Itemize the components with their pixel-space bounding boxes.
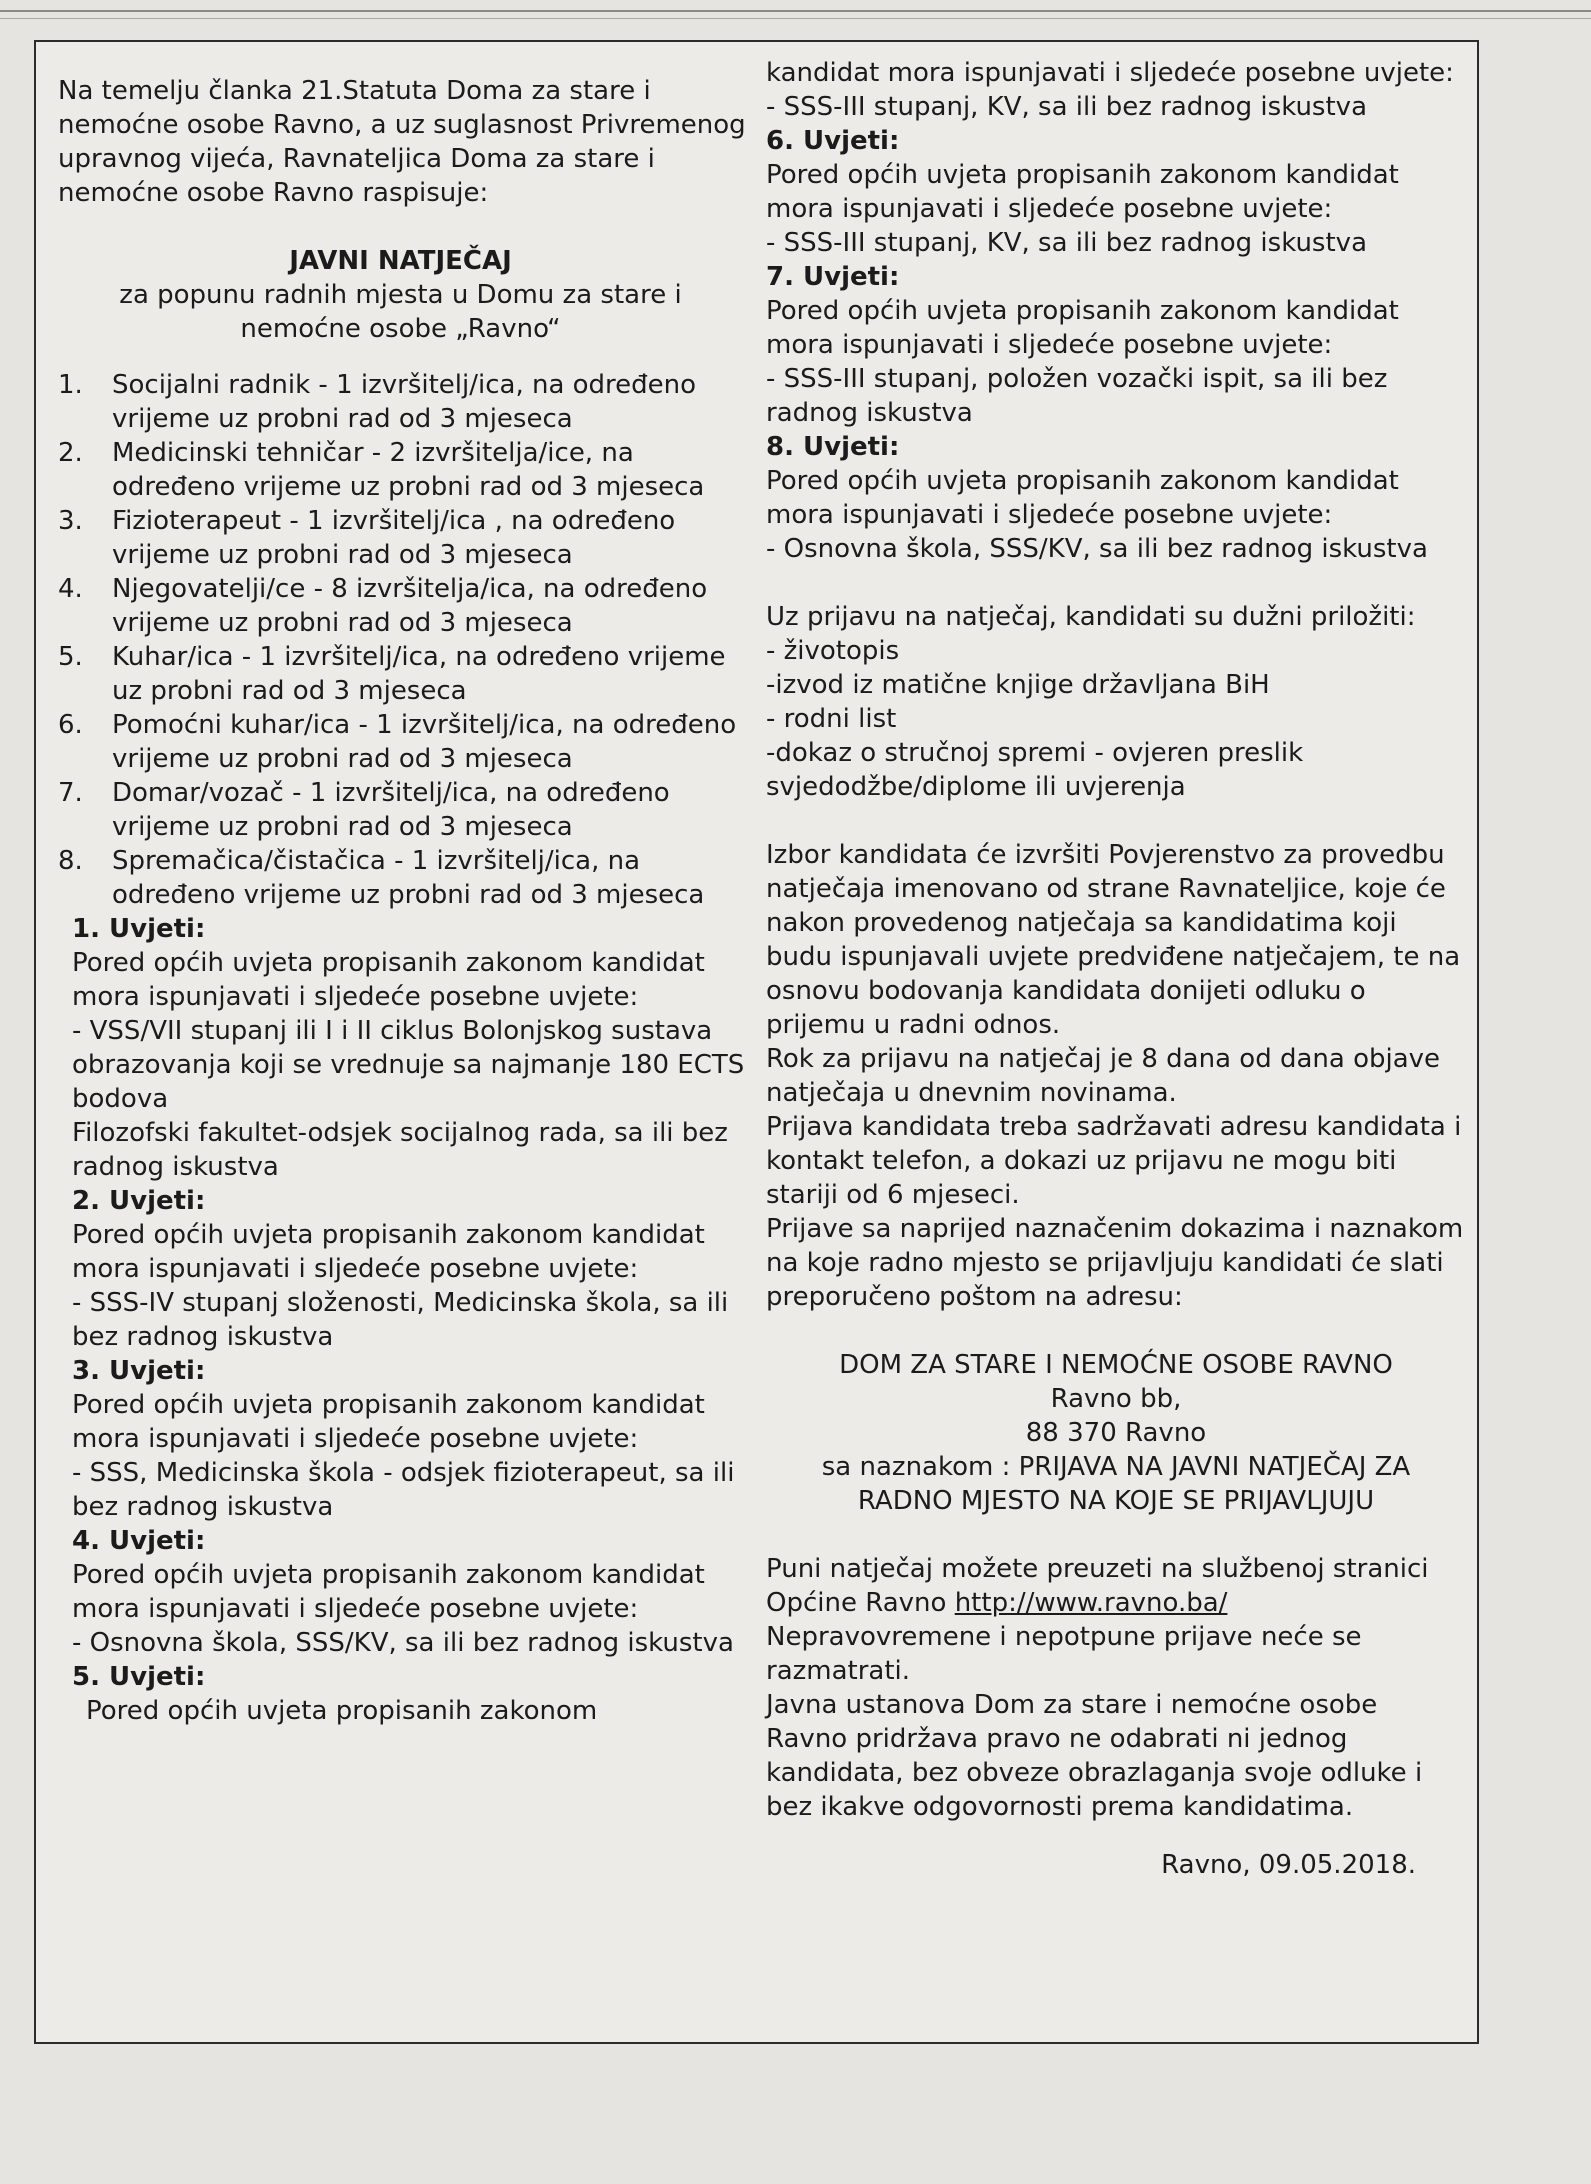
condition-4-text: Pored općih uvjeta propisanih zakonom kandidat mora ispunjavati i sljedeće posebne uvjete: bbox=[72, 1560, 705, 1624]
condition-4-title: 4. Uvjeti: bbox=[72, 1526, 206, 1556]
condition-2-text: Pored općih uvjeta propisanih zakonom kandidat mora ispunjavati i sljedeće posebne uvjete: bbox=[72, 1220, 705, 1284]
notice-subheading: za popunu radnih mjesta u Domu za stare i nemoćne osobe „Ravno“ bbox=[119, 280, 682, 344]
condition-7-text: Pored općih uvjeta propisanih zakonom kandidat mora ispunjavati i sljedeće posebne uvjete: bbox=[766, 296, 1399, 360]
list-item: 4. Njegovatelji/ce - 8 izvršitelja/ica, na određeno vrijeme uz probni rad od 3 mjeseca bbox=[58, 574, 708, 638]
download-text: Puni natječaj možete preuzeti na službenoj stranici Općine Ravno bbox=[766, 1554, 1429, 1618]
submission-paragraph: Prijave sa naprijed naznačenim dokazima i naznakom na koje radno mjesto se prijavljuju kandidati će slati preporučeno poštom na adresu: bbox=[766, 1214, 1464, 1312]
condition-2-requirement: - SSS-IV stupanj složenosti, Medicinska škola, sa ili bez radnog iskustva bbox=[72, 1288, 729, 1352]
address-line-4: sa naznakom : PRIJAVA NA JAVNI NATJEČAJ ZA RADNO MJESTO NA KOJE SE PRIJAVLJUJU bbox=[821, 1452, 1411, 1516]
positions-list bbox=[48, 368, 753, 912]
document-item: -izvod iz matične knjige državljana BiH bbox=[766, 670, 1270, 700]
condition-6-text: Pored općih uvjeta propisanih zakonom kandidat mora ispunjavati i sljedeće posebne uvjete: bbox=[766, 160, 1399, 224]
condition-7-title: 7. Uvjeti: bbox=[766, 262, 900, 292]
website-link[interactable]: http://www.ravno.ba/ bbox=[954, 1588, 1228, 1618]
list-item: 3. Fizioterapeut - 1 izvršitelj/ica , na određeno vrijeme uz probni rad od 3 mjeseca bbox=[58, 506, 676, 570]
address-line-2: Ravno bb, bbox=[1050, 1384, 1182, 1414]
download-paragraph bbox=[766, 1552, 1466, 1620]
late-applications-paragraph: Nepravovremene i nepotpune prijave neće se razmatrati. bbox=[766, 1622, 1362, 1686]
intro-paragraph: Na temelju članka 21.Statuta Doma za stare i nemoćne osobe Ravno, a uz suglasnost Privremenog upravnog vijeća, Ravnateljica Doma za stare i nemoćne osobe Ravno raspisuje: bbox=[58, 76, 746, 208]
deadline-paragraph: Rok za prijavu na natječaj je 8 dana od dana objave natječaja u dnevnim novinama. bbox=[766, 1044, 1441, 1108]
document-item: - rodni list bbox=[766, 704, 897, 734]
condition-1-title: 1. Uvjeti: bbox=[72, 914, 206, 944]
disclaimer-paragraph: Javna ustanova Dom za stare i nemoćne osobe Ravno pridržava pravo ne odabrati ni jednog kandidata, bez obveze obrazlaganja svoje odluke i bez ikakve odgovornosti prema kandidatima. bbox=[766, 1690, 1423, 1822]
condition-5-text: Pored općih uvjeta propisanih zakonom bbox=[86, 1696, 598, 1726]
documents-intro: Uz prijavu na natječaj, kandidati su dužni priložiti: bbox=[766, 602, 1416, 632]
notice-frame bbox=[34, 40, 1479, 2044]
list-item: 2. Medicinski tehničar - 2 izvršitelja/ice, na određeno vrijeme uz probni rad od 3 mjeseca bbox=[58, 438, 705, 502]
condition-7-requirement: - SSS-III stupanj, položen vozački ispit, sa ili bez radnog iskustva bbox=[766, 364, 1388, 428]
left-column bbox=[48, 74, 753, 1728]
condition-6-title: 6. Uvjeti: bbox=[766, 126, 900, 156]
application-content-paragraph: Prijava kandidata treba sadržavati adresu kandidata i kontakt telefon, a dokazi uz prijavu ne mogu biti stariji od 6 mjeseci. bbox=[766, 1112, 1462, 1210]
top-rule bbox=[0, 10, 1591, 12]
condition-3-requirement: - SSS, Medicinska škola - odsjek fizioterapeut, sa ili bez radnog iskustva bbox=[72, 1458, 735, 1522]
condition-1-requirement: - VSS/VII stupanj ili I i II ciklus Bolonjskog sustava obrazovanja koji se vrednuje sa najmanje 180 ECTS bodova bbox=[72, 1016, 745, 1114]
address-line-3: 88 370 Ravno bbox=[1025, 1418, 1207, 1448]
condition-8-requirement: - Osnovna škola, SSS/KV, sa ili bez radnog iskustva bbox=[766, 534, 1428, 564]
document-item: - životopis bbox=[766, 636, 900, 666]
list-item: 1. Socijalni radnik - 1 izvršitelj/ica, na određeno vrijeme uz probni rad od 3 mjeseca bbox=[58, 370, 697, 434]
right-column bbox=[766, 56, 1466, 1882]
selection-paragraph: Izbor kandidata će izvršiti Povjerenstvo za provedbu natječaja imenovano od strane Ravnateljice, koje će nakon provedenog natječaja sa kandidatima koji budu ispunjavali uvjete predviđene natječajem, te na osnovu bodovanja kandidata donijeti odluku o prijemu u radni odnos. bbox=[766, 840, 1461, 1040]
notice-heading: JAVNI NATJEČAJ bbox=[289, 246, 512, 276]
condition-8-title: 8. Uvjeti: bbox=[766, 432, 900, 462]
condition-1-requirement-2: Filozofski fakultet-odsjek socijalnog rada, sa ili bez radnog iskustva bbox=[72, 1118, 728, 1182]
top-rule-thin bbox=[0, 18, 1591, 19]
list-item: 6. Pomoćni kuhar/ica - 1 izvršitelj/ica, na određeno vrijeme uz probni rad od 3 mjeseca bbox=[58, 710, 737, 774]
condition-3-text: Pored općih uvjeta propisanih zakonom kandidat mora ispunjavati i sljedeće posebne uvjete: bbox=[72, 1390, 705, 1454]
document-item: -dokaz o stručnoj spremi - ovjeren preslik svjedodžbe/diplome ili uvjerenja bbox=[766, 738, 1304, 802]
notice-date: Ravno, 09.05.2018. bbox=[1161, 1850, 1416, 1880]
list-item: 7. Domar/vozač - 1 izvršitelj/ica, na određeno vrijeme uz probni rad od 3 mjeseca bbox=[58, 778, 670, 842]
condition-5-text-cont: kandidat mora ispunjavati i sljedeće posebne uvjete: bbox=[766, 58, 1454, 88]
condition-4-requirement: - Osnovna škola, SSS/KV, sa ili bez radnog iskustva bbox=[72, 1628, 734, 1658]
condition-1-text: Pored općih uvjeta propisanih zakonom kandidat mora ispunjavati i sljedeće posebne uvjete: bbox=[72, 948, 705, 1012]
condition-6-requirement: - SSS-III stupanj, KV, sa ili bez radnog iskustva bbox=[766, 228, 1367, 258]
address-line-1: DOM ZA STARE I NEMOĆNE OSOBE RAVNO bbox=[839, 1350, 1393, 1380]
list-item: 8. Spremačica/čistačica - 1 izvršitelj/ica, na određeno vrijeme uz probni rad od 3 mjeseca bbox=[58, 846, 705, 910]
condition-3-title: 3. Uvjeti: bbox=[72, 1356, 206, 1386]
condition-8-text: Pored općih uvjeta propisanih zakonom kandidat mora ispunjavati i sljedeće posebne uvjete: bbox=[766, 466, 1399, 530]
condition-2-title: 2. Uvjeti: bbox=[72, 1186, 206, 1216]
condition-5-requirement: - SSS-III stupanj, KV, sa ili bez radnog iskustva bbox=[766, 92, 1367, 122]
list-item: 5. Kuhar/ica - 1 izvršitelj/ica, na određeno vrijeme uz probni rad od 3 mjeseca bbox=[58, 642, 726, 706]
condition-5-title: 5. Uvjeti: bbox=[72, 1662, 206, 1692]
